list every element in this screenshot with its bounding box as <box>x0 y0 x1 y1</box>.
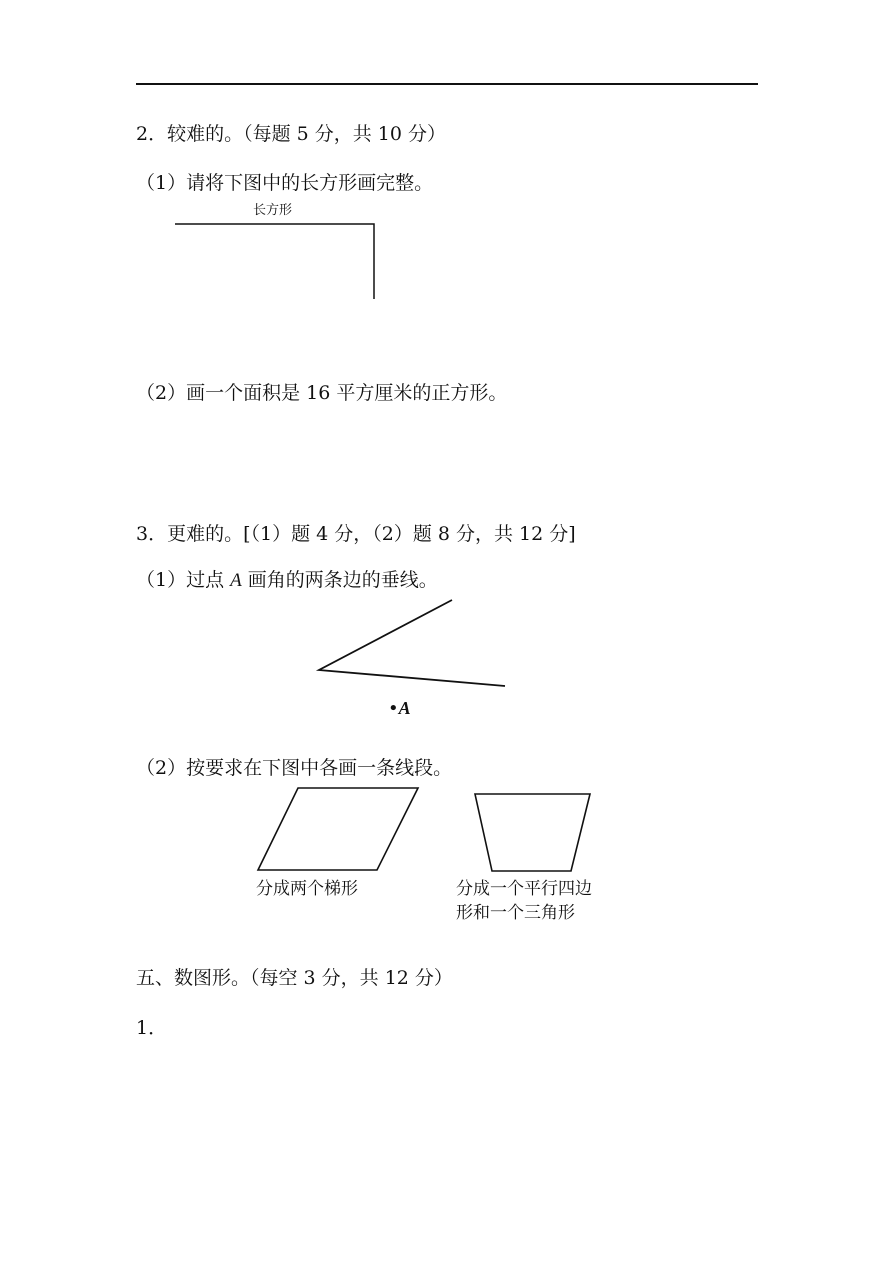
parallelogram-shape <box>258 788 418 870</box>
section5-heading: 五、数图形。（每空 3 分，共 12 分） <box>136 967 453 989</box>
section2-heading: 2．较难的。（每题 5 分，共 10 分） <box>136 123 447 145</box>
angle-figure <box>319 600 505 686</box>
parallelogram-caption: 分成两个梯形 <box>256 879 358 899</box>
section3-q1-point-name: A <box>230 570 242 591</box>
section3-q2-text: （2）按要求在下图中各画一条线段。 <box>136 757 453 779</box>
section3-q1-suffix: 画角的两条边的垂线。 <box>241 569 438 591</box>
trapezoid-caption-line1: 分成一个平行四边 <box>456 879 592 899</box>
section2-q1-text: （1）请将下图中的长方形画完整。 <box>136 172 434 194</box>
section3-heading: 3．更难的。[（1）题 4 分，（2）题 8 分，共 12 分] <box>136 523 576 545</box>
section2-q2-text: （2）画一个面积是 16 平方厘米的正方形。 <box>136 382 508 404</box>
trapezoid-shape <box>475 794 590 871</box>
partial-rectangle-figure <box>175 224 374 299</box>
rectangle-figure-label: 长方形 <box>253 203 293 218</box>
trapezoid-caption-line2: 形和一个三角形 <box>456 903 575 923</box>
partial-rectangle-edges <box>175 224 374 299</box>
point-a-label: A <box>398 698 411 718</box>
section3-q1-prefix: （1）过点 <box>136 569 231 591</box>
angle-sides <box>319 600 505 686</box>
section5-item1: 1． <box>136 1017 168 1039</box>
point-a-marker: •A <box>388 698 411 719</box>
